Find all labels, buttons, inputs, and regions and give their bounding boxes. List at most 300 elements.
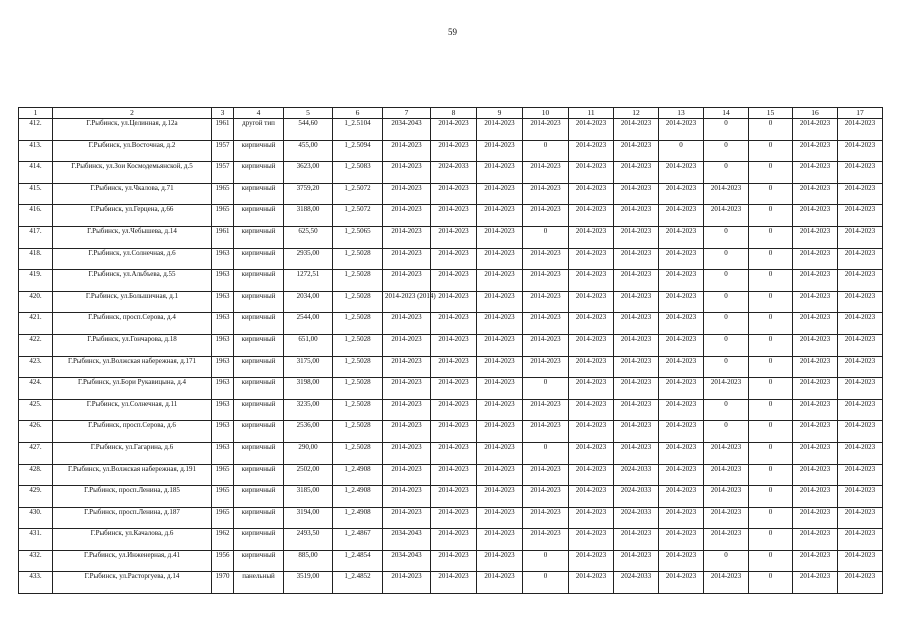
column-header: 12: [614, 108, 659, 119]
table-cell: 3623,00: [284, 162, 333, 184]
table-cell: 2014-2023: [614, 140, 659, 162]
table-cell: 2014-2023: [569, 183, 614, 205]
table-cell: 2014-2023: [659, 464, 704, 486]
table-cell: 2014-2023: [523, 507, 569, 529]
table-cell: 0: [704, 140, 749, 162]
table-row: [19, 486, 883, 508]
table-row: [19, 421, 883, 443]
table-cell: 2014-2023: [659, 291, 704, 313]
table-cell: 0: [749, 486, 793, 508]
table-cell: 0: [749, 248, 793, 270]
table-cell: другой тип: [234, 119, 284, 141]
table-cell: 2014-2023: [383, 226, 431, 248]
table-cell: 2014-2023: [383, 464, 431, 486]
table-cell: кирпичный: [234, 529, 284, 551]
table-cell: 0: [704, 421, 749, 443]
table-row: [19, 507, 883, 529]
table-cell: 2034-2043: [383, 550, 431, 572]
table-cell: 2014-2023: [523, 529, 569, 551]
table-cell: 2014-2023: [704, 464, 749, 486]
table-cell: 2014-2023: [838, 226, 883, 248]
table-cell: кирпичный: [234, 270, 284, 292]
table-cell: 2014-2023: [704, 183, 749, 205]
row-number: 430.: [19, 507, 53, 529]
table-cell: 2014-2023: [793, 334, 838, 356]
table-cell: 2034,00: [284, 291, 333, 313]
table-cell: 2014-2023: [614, 313, 659, 335]
table-cell: 2014-2023: [838, 313, 883, 335]
table-cell: 1963: [212, 291, 234, 313]
column-header: 6: [333, 108, 383, 119]
table-cell: 1_2.4908: [333, 486, 383, 508]
table-row: [19, 313, 883, 335]
row-number: 416.: [19, 205, 53, 227]
address-cell: Г.Рыбинск, ул.Качалова, д.6: [53, 529, 212, 551]
table-cell: 2014-2023: [838, 550, 883, 572]
table-cell: 3194,00: [284, 507, 333, 529]
table-cell: 2014-2023: [477, 226, 523, 248]
table-cell: 3175,00: [284, 356, 333, 378]
table-cell: 2014-2023: [431, 119, 477, 141]
address-cell: Г.Рыбинск, ул.Целинная, д.12а: [53, 119, 212, 141]
table-cell: 0: [523, 226, 569, 248]
address-cell: Г.Рыбинск, ул.Волжская набережная, д.191: [53, 464, 212, 486]
table-cell: 2014-2023: [523, 205, 569, 227]
table-cell: 2014-2023: [659, 162, 704, 184]
table-cell: 2014-2023: [838, 507, 883, 529]
table-cell: 2014-2023: [477, 572, 523, 594]
table-cell: кирпичный: [234, 205, 284, 227]
table-cell: 2014-2023: [614, 162, 659, 184]
table-cell: 2014-2023: [838, 205, 883, 227]
table-cell: 2014-2023: [838, 334, 883, 356]
table-cell: 2014-2023: [431, 507, 477, 529]
row-number: 421.: [19, 313, 53, 335]
table-cell: 2014-2023: [614, 270, 659, 292]
table-cell: 1962: [212, 529, 234, 551]
table-row: [19, 572, 883, 594]
table-cell: кирпичный: [234, 486, 284, 508]
table-cell: 2014-2023: [659, 442, 704, 464]
table-cell: кирпичный: [234, 378, 284, 400]
table-cell: 651,00: [284, 334, 333, 356]
row-number: 419.: [19, 270, 53, 292]
table-cell: 2014-2023: [838, 464, 883, 486]
table-cell: 0: [749, 421, 793, 443]
table-cell: 1963: [212, 248, 234, 270]
table-cell: 2014-2023: [569, 550, 614, 572]
table-cell: 2014-2023: [614, 334, 659, 356]
row-number: 418.: [19, 248, 53, 270]
row-number: 433.: [19, 572, 53, 594]
table-cell: 2014-2023: [793, 183, 838, 205]
table-cell: 2014-2023: [523, 183, 569, 205]
table-cell: 2014-2023: [569, 226, 614, 248]
table-cell: 2014-2023: [793, 140, 838, 162]
table-cell: 2014-2023: [431, 183, 477, 205]
table-cell: 2014-2023: [659, 313, 704, 335]
table-cell: 2014-2023: [659, 572, 704, 594]
table-row: [19, 550, 883, 572]
table-cell: 0: [659, 140, 704, 162]
table-cell: 1_2.5028: [333, 313, 383, 335]
table-cell: 2014-2023: [431, 486, 477, 508]
address-cell: Г.Рыбинск, ул.Гончарова, д.18: [53, 334, 212, 356]
table-cell: 455,00: [284, 140, 333, 162]
table-row: [19, 205, 883, 227]
table-cell: 2014-2023: [431, 464, 477, 486]
table-cell: 1_2.4854: [333, 550, 383, 572]
table-cell: 2014-2023: [431, 378, 477, 400]
table-cell: 2024-2033: [614, 507, 659, 529]
table-cell: 0: [749, 507, 793, 529]
table-cell: 2034-2043: [383, 119, 431, 141]
table-cell: 2014-2023: [431, 140, 477, 162]
table-cell: 0: [749, 226, 793, 248]
table-cell: 0: [704, 270, 749, 292]
table-cell: 2014-2023: [523, 334, 569, 356]
table-cell: 2014-2023: [477, 507, 523, 529]
table-cell: 2014-2023: [431, 399, 477, 421]
row-number: 432.: [19, 550, 53, 572]
column-header: 5: [284, 108, 333, 119]
table-cell: 1_2.5028: [333, 442, 383, 464]
address-cell: Г.Рыбинск, ул.Расторгуева, д.14: [53, 572, 212, 594]
row-number: 413.: [19, 140, 53, 162]
table-cell: 2014-2023: [431, 334, 477, 356]
table-cell: 1_2.5028: [333, 291, 383, 313]
table-cell: 2014-2023: [793, 270, 838, 292]
table-cell: 2014-2023: [477, 119, 523, 141]
table-cell: 2014-2023: [614, 356, 659, 378]
column-header: 1: [19, 108, 53, 119]
row-number: 412.: [19, 119, 53, 141]
table-cell: 2493,50: [284, 529, 333, 551]
table-cell: 0: [704, 162, 749, 184]
table-cell: 0: [704, 119, 749, 141]
row-number: 426.: [19, 421, 53, 443]
table-cell: 0: [749, 442, 793, 464]
table-cell: 2014-2023: [523, 291, 569, 313]
table-cell: 2014-2023: [477, 183, 523, 205]
table-cell: 2014-2023: [704, 507, 749, 529]
table-cell: 0: [704, 399, 749, 421]
table-cell: 2014-2023: [383, 334, 431, 356]
table-row: [19, 291, 883, 313]
table-cell: 2014-2023: [431, 550, 477, 572]
table-cell: 0: [704, 226, 749, 248]
table-cell: 0: [704, 248, 749, 270]
table-cell: 2014-2023: [838, 248, 883, 270]
table-cell: 1965: [212, 486, 234, 508]
table-cell: 2014-2023: [793, 162, 838, 184]
table-cell: 1_2.4867: [333, 529, 383, 551]
table-cell: 1_2.5028: [333, 334, 383, 356]
table-cell: 2014-2023: [431, 356, 477, 378]
table-cell: 2014-2023: [523, 270, 569, 292]
table-row: [19, 248, 883, 270]
table-cell: 2014-2023: [614, 183, 659, 205]
table-cell: 2014-2023: [569, 313, 614, 335]
table-cell: 2014-2023: [477, 378, 523, 400]
table-cell: 0: [749, 183, 793, 205]
table-cell: 1_2.5094: [333, 140, 383, 162]
column-header: 3: [212, 108, 234, 119]
table-cell: 2014-2023: [838, 572, 883, 594]
table-cell: 2014-2023: [431, 291, 477, 313]
table-cell: 2014-2023: [838, 421, 883, 443]
table-cell: 2014-2023: [523, 119, 569, 141]
table-cell: 2014-2023: [569, 248, 614, 270]
table-cell: 0: [749, 399, 793, 421]
table-cell: 2014-2023: [569, 399, 614, 421]
table-cell: 1961: [212, 226, 234, 248]
table-cell: 2014-2023: [431, 270, 477, 292]
table-cell: кирпичный: [234, 356, 284, 378]
address-cell: Г.Рыбинск, просп.Ленина, д.187: [53, 507, 212, 529]
table-cell: 2014-2023: [477, 205, 523, 227]
table-cell: 2014-2023: [659, 507, 704, 529]
table-cell: 2014-2023: [569, 205, 614, 227]
table-cell: 0: [704, 313, 749, 335]
table-cell: 2014-2023: [477, 162, 523, 184]
column-header: 7: [383, 108, 431, 119]
address-cell: Г.Рыбинск, просп.Серова, д.6: [53, 421, 212, 443]
address-cell: Г.Рыбинск, ул.Гагарина, д.6: [53, 442, 212, 464]
table-row: [19, 140, 883, 162]
address-cell: Г.Рыбинск, ул.Солнечная, д.11: [53, 399, 212, 421]
address-cell: Г.Рыбинск, ул.Волжская набережная, д.171: [53, 356, 212, 378]
table-cell: 1957: [212, 162, 234, 184]
table-cell: 2014-2023: [569, 507, 614, 529]
table-cell: 3235,00: [284, 399, 333, 421]
address-cell: Г.Рыбинск, ул.Бори Рукавицына, д.4: [53, 378, 212, 400]
table-cell: 1963: [212, 334, 234, 356]
table-cell: 0: [523, 140, 569, 162]
table-cell: 0: [749, 205, 793, 227]
table-cell: 0: [749, 291, 793, 313]
table-cell: кирпичный: [234, 226, 284, 248]
table-cell: 2502,00: [284, 464, 333, 486]
address-cell: Г.Рыбинск, ул.Герцена, д.66: [53, 205, 212, 227]
table-cell: 2014-2023: [477, 291, 523, 313]
table-cell: кирпичный: [234, 464, 284, 486]
column-header: 17: [838, 108, 883, 119]
table-cell: 2544,00: [284, 313, 333, 335]
column-header: 9: [477, 108, 523, 119]
table-row: [19, 399, 883, 421]
row-number: 415.: [19, 183, 53, 205]
table-cell: 0: [749, 140, 793, 162]
table-cell: 2014-2023: [793, 421, 838, 443]
row-number: 425.: [19, 399, 53, 421]
header-row: [19, 108, 883, 119]
table-cell: 2014-2023: [569, 378, 614, 400]
address-cell: Г.Рыбинск, ул.Альбъева, д.55: [53, 270, 212, 292]
table-cell: 2014-2023: [659, 529, 704, 551]
table-cell: кирпичный: [234, 334, 284, 356]
table-cell: 2014-2023: [614, 291, 659, 313]
column-header: 10: [523, 108, 569, 119]
table-cell: 2014-2023: [523, 313, 569, 335]
column-header: 13: [659, 108, 704, 119]
table-cell: 2014-2023: [477, 550, 523, 572]
table-cell: 2014-2023: [383, 140, 431, 162]
table-cell: 2014-2023: [569, 486, 614, 508]
table-cell: 2014-2023: [383, 399, 431, 421]
table-cell: 2014-2023: [383, 248, 431, 270]
table-cell: 2014-2023: [659, 421, 704, 443]
table-cell: 2024-2033: [614, 486, 659, 508]
table-cell: 1965: [212, 205, 234, 227]
table-cell: 2014-2023: [477, 442, 523, 464]
table-cell: 2014-2023: [793, 248, 838, 270]
table-cell: кирпичный: [234, 183, 284, 205]
table-cell: 1963: [212, 270, 234, 292]
table-cell: 2014-2023: [793, 313, 838, 335]
address-cell: Г.Рыбинск, ул.Восточная, д.2: [53, 140, 212, 162]
table-cell: 2014-2023: [477, 399, 523, 421]
table-cell: 2014-2023: [431, 205, 477, 227]
table-cell: 2014-2023: [614, 248, 659, 270]
table-cell: 0: [523, 550, 569, 572]
table-cell: 1963: [212, 313, 234, 335]
table-cell: 0: [749, 162, 793, 184]
table-cell: 2014-2023: [383, 421, 431, 443]
table-cell: 2014-2023: [523, 421, 569, 443]
table-cell: 2935,00: [284, 248, 333, 270]
row-number: 431.: [19, 529, 53, 551]
row-number: 424.: [19, 378, 53, 400]
table-cell: 2014-2023: [838, 291, 883, 313]
table-cell: 0: [749, 356, 793, 378]
table-cell: 3188,00: [284, 205, 333, 227]
table-row: [19, 529, 883, 551]
address-cell: Г.Рыбинск, просп.Серова, д.4: [53, 313, 212, 335]
table-cell: 0: [749, 313, 793, 335]
table-cell: 1963: [212, 442, 234, 464]
table-cell: 1_2.4908: [333, 507, 383, 529]
table-cell: 3198,00: [284, 378, 333, 400]
row-number: 427.: [19, 442, 53, 464]
table-cell: 2014-2023: [838, 378, 883, 400]
table-cell: 0: [749, 334, 793, 356]
table-cell: 2014-2023: [659, 550, 704, 572]
table-cell: 2014-2023: [793, 226, 838, 248]
table-cell: 2014-2023: [704, 529, 749, 551]
table-cell: 2014-2023 (2014): [383, 291, 431, 313]
table-cell: 1970: [212, 572, 234, 594]
table-cell: кирпичный: [234, 550, 284, 572]
table-cell: 0: [749, 270, 793, 292]
table-cell: кирпичный: [234, 421, 284, 443]
table-cell: 1957: [212, 140, 234, 162]
table-cell: 1_2.5028: [333, 356, 383, 378]
table-cell: 2014-2023: [523, 399, 569, 421]
column-header: 8: [431, 108, 477, 119]
table-cell: 1_2.4852: [333, 572, 383, 594]
table-cell: 0: [749, 572, 793, 594]
column-header: 4: [234, 108, 284, 119]
table-cell: 2014-2023: [838, 356, 883, 378]
table-cell: 2014-2023: [569, 572, 614, 594]
row-number: 423.: [19, 356, 53, 378]
table-cell: кирпичный: [234, 507, 284, 529]
table-cell: 2014-2023: [569, 442, 614, 464]
table-cell: 2014-2023: [659, 226, 704, 248]
table-cell: 2014-2023: [477, 529, 523, 551]
table-cell: 2014-2023: [431, 421, 477, 443]
table-cell: 2014-2023: [704, 378, 749, 400]
table-cell: 1_2.5028: [333, 399, 383, 421]
table-cell: 1963: [212, 378, 234, 400]
row-number: 420.: [19, 291, 53, 313]
table-cell: 2014-2023: [659, 183, 704, 205]
table-row: [19, 119, 883, 141]
table-cell: 0: [749, 529, 793, 551]
table-cell: 1963: [212, 356, 234, 378]
table-cell: кирпичный: [234, 248, 284, 270]
table-cell: 2014-2023: [569, 356, 614, 378]
table-cell: 2014-2023: [477, 334, 523, 356]
table-cell: 2014-2023: [614, 529, 659, 551]
table-cell: 2014-2023: [838, 140, 883, 162]
table-cell: 625,50: [284, 226, 333, 248]
table-cell: панельный: [234, 572, 284, 594]
table-cell: 2014-2023: [477, 356, 523, 378]
table-cell: 2014-2023: [523, 356, 569, 378]
table-row: [19, 183, 883, 205]
row-number: 422.: [19, 334, 53, 356]
table-cell: 2014-2023: [704, 442, 749, 464]
table-cell: 2014-2023: [569, 270, 614, 292]
table-cell: 2024-2033: [614, 572, 659, 594]
table-cell: 2014-2023: [383, 507, 431, 529]
address-cell: Г.Рыбинск, ул.Инженерная, д.41: [53, 550, 212, 572]
table-cell: 2014-2023: [838, 486, 883, 508]
table-cell: 0: [523, 572, 569, 594]
table-cell: 2014-2023: [523, 486, 569, 508]
table-cell: 2014-2023: [431, 226, 477, 248]
table-cell: 2014-2023: [477, 140, 523, 162]
table-cell: 2014-2023: [383, 442, 431, 464]
column-header: 15: [749, 108, 793, 119]
table-cell: 2014-2023: [838, 162, 883, 184]
table-cell: 3759,20: [284, 183, 333, 205]
table-cell: 2014-2023: [477, 270, 523, 292]
table-cell: 1_2.4908: [333, 464, 383, 486]
table-row: [19, 356, 883, 378]
table-cell: 3519,00: [284, 572, 333, 594]
table-cell: кирпичный: [234, 442, 284, 464]
table-cell: 1963: [212, 421, 234, 443]
table-cell: 0: [704, 291, 749, 313]
table-cell: 2014-2023: [383, 205, 431, 227]
table-cell: 2014-2023: [659, 119, 704, 141]
table-cell: 1965: [212, 183, 234, 205]
table-cell: 2014-2023: [793, 399, 838, 421]
table-cell: 2014-2023: [838, 399, 883, 421]
table-cell: 2014-2023: [614, 399, 659, 421]
table-cell: 0: [749, 378, 793, 400]
table-cell: 2014-2023: [614, 378, 659, 400]
table-cell: 0: [749, 119, 793, 141]
table-cell: 2014-2023: [704, 486, 749, 508]
table-cell: 290,00: [284, 442, 333, 464]
table-cell: 2014-2023: [569, 464, 614, 486]
table-cell: 544,60: [284, 119, 333, 141]
table-cell: 2014-2023: [477, 313, 523, 335]
